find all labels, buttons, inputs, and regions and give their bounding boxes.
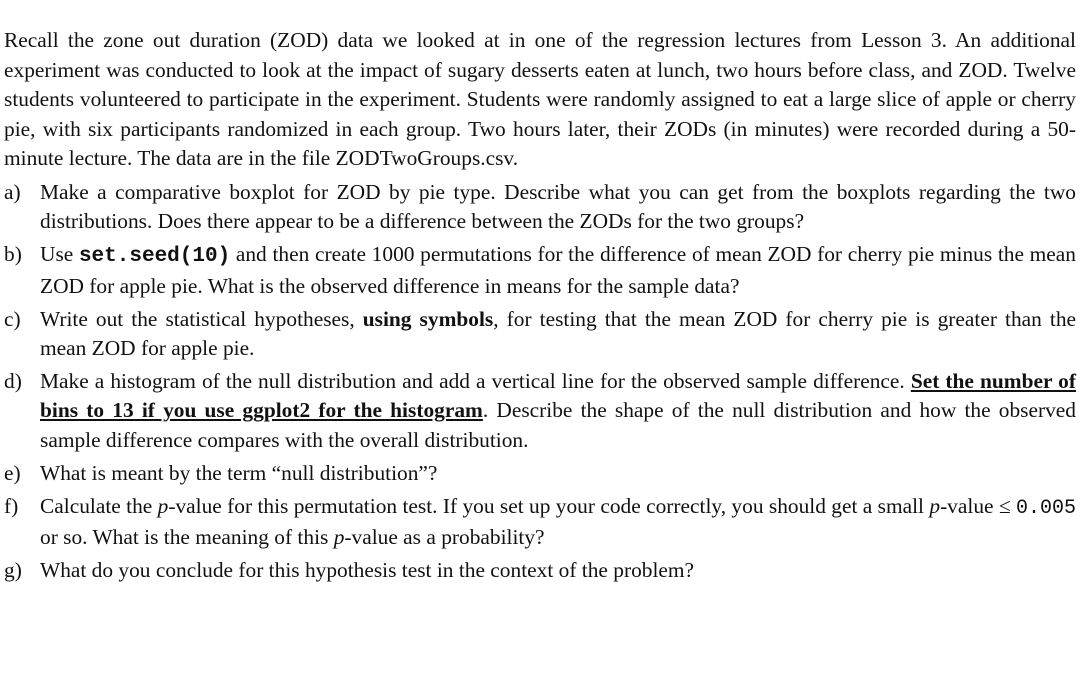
question-g [4,556,1076,585]
question-a [4,178,1076,236]
question-c-post: , for testing that the mean ZOD for cherry pie is greater than the mean ZOD for apple pie. [40,306,1077,360]
question-b-label: b) [4,242,22,267]
question-b [4,240,1076,300]
question-f-post: -value as a probability? [344,525,545,550]
document-page [4,26,1076,590]
question-f-label: f) [4,494,19,518]
question-f-num: 0.005 [1015,497,1076,520]
question-d [4,367,1076,455]
question-c-label: c) [4,306,21,331]
question-list [4,178,1076,586]
question-g-text: What do you conclude for this hypothesis test in the context of the problem? [40,558,695,583]
question-f-p1: p [157,494,169,518]
question-e [4,459,1076,488]
question-b-text [40,240,1076,300]
question-b-post: and then create 1000 permutations for the difference of mean ZOD for cherry pie minus the mean ZOD for apple pie. What is the observed difference in means for the sample data? [40,242,1076,298]
question-f-pre: Calculate the [40,494,158,518]
question-c-bold: using symbols [362,306,494,331]
question-b-pre: Use [40,242,79,267]
question-a-label: a) [4,179,21,204]
question-f-mid2: -value ≤ [940,494,1016,518]
question-d-post: . Describe the shape of the null distribution and how the observed sample difference compares with the overall distribution. [40,398,1077,452]
question-f-mid1: -value for this permutation test. If you set up your code correctly, you should get a small [168,494,930,518]
question-a-text: Make a comparative boxplot for ZOD by pie type. Describe what you can get from the boxplots regarding the two distributions. Does there appear to be a difference between the ZODs for the two groups? [40,179,1076,234]
question-e-text: What is meant by the term “null distribution”? [40,460,438,485]
question-e-label: e) [4,460,21,485]
question-d-text [40,367,1076,455]
question-c-pre: Write out the statistical hypotheses, [40,306,363,331]
question-c [4,305,1076,363]
question-d-label: d) [4,369,22,394]
question-f-p2: p [929,494,941,518]
question-f-text [40,492,1076,552]
question-d-pre: Make a histogram of the null distribution and add a vertical line for the observed sample difference. [40,369,911,394]
question-b-code: set.seed(10) [78,245,231,269]
question-g-label: g) [4,558,22,583]
question-f [4,492,1076,552]
question-d-underline: Set the number of bins to 13 if you use ggplot2 for the histogram [40,369,1076,423]
question-c-text [40,305,1076,363]
question-f-p3: p [333,525,345,550]
question-f-mid3: or so. What is the meaning of this [40,525,334,550]
intro-paragraph: Recall the zone out duration (ZOD) data we looked at in one of the regression lectures from Lesson 3. An additional experiment was conducted to look at the impact of sugary desserts eaten at lunch, two hours before class, and ZOD. Twelve students volunteered to participate in the experiment. Students were randomly assigned to eat a large slice of apple or cherry pie, with six participants randomized in each group. Two hours later, their ZODs (in minutes) were recorded during a 50-minute lecture. The data are in the file ZODTwoGroups.csv. [4,28,1076,171]
